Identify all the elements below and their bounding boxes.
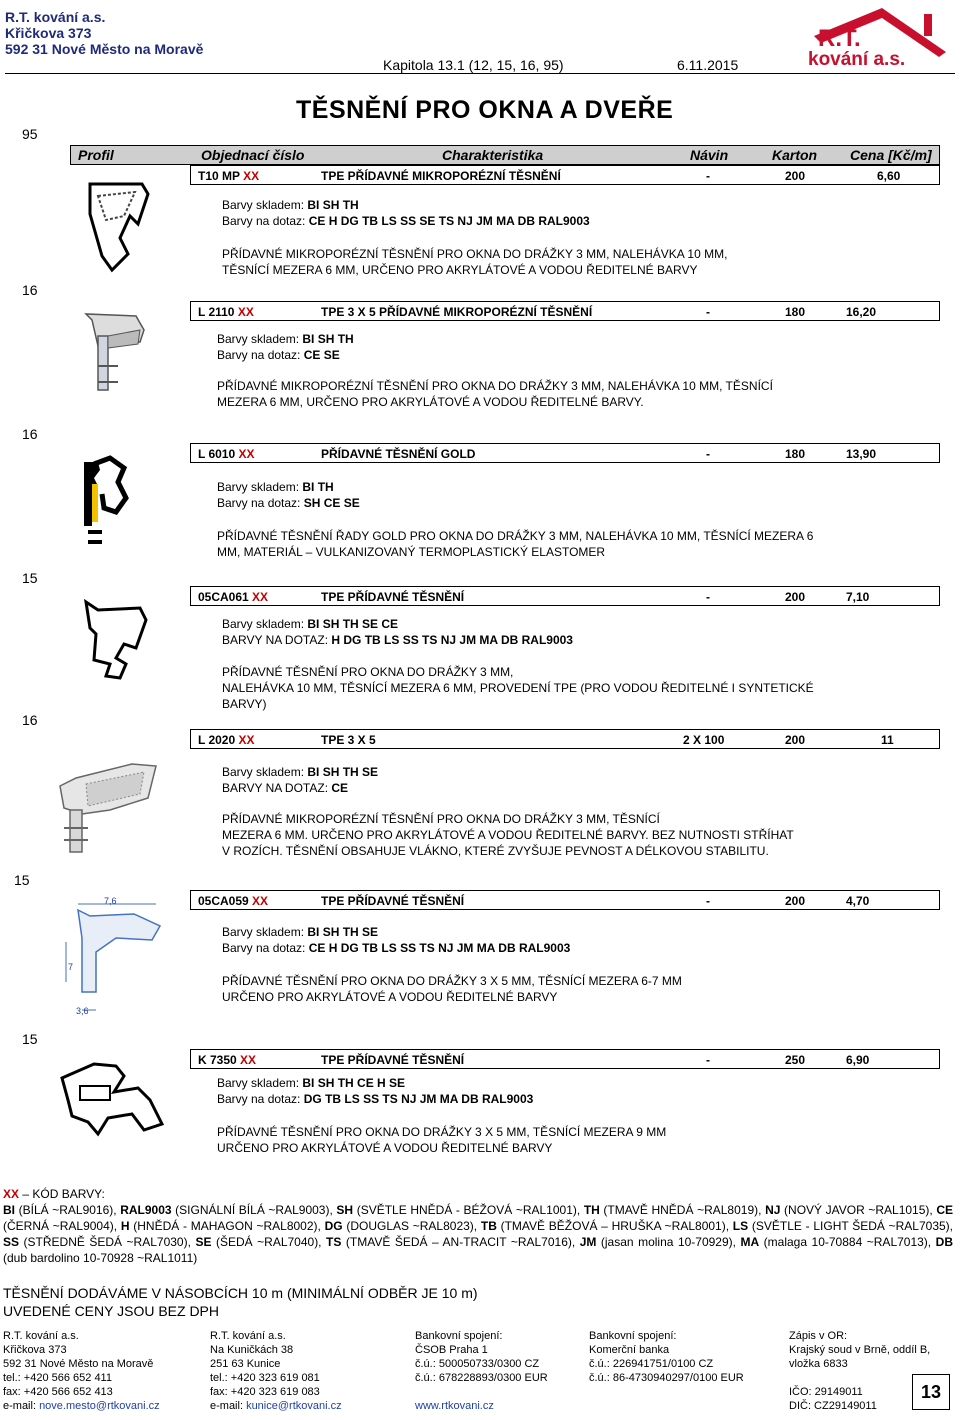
side-number: 16 (22, 712, 38, 728)
product-row (190, 729, 940, 749)
logo-kovani: kování a.s. (808, 49, 906, 70)
legend-code: SS (3, 1235, 20, 1249)
notice-prices: UVEDENÉ CENY JSOU BEZ DPH (3, 1303, 220, 1319)
footer-line: Komerční banka (589, 1344, 670, 1356)
product-karton: 180 (785, 447, 806, 461)
product-price: 6,90 (846, 1053, 870, 1067)
profile-image-t10mp (80, 176, 160, 276)
stock-colors: Barvy skladem: BI SH TH SE (222, 925, 379, 939)
side-number: 15 (14, 872, 30, 888)
col-profil: Profil (78, 147, 114, 163)
color-code-xx: XX (238, 733, 255, 747)
product-row (190, 301, 940, 321)
footer-email: e-mail: nove.mesto@rtkovani.cz (3, 1400, 160, 1412)
product-navin: - (706, 590, 710, 604)
product-code: L 2020 (198, 733, 236, 747)
footer-email: e-mail: kunice@rtkovani.cz (210, 1400, 342, 1412)
footer-line: č.ú.: 86-4730940297/0100 EUR (589, 1372, 744, 1384)
legend-description: (jasan molina 10-70929), (596, 1235, 741, 1249)
product-description: PŘÍDAVNÉ MIKROPORÉZNÍ TĚSNĚNÍ PRO OKNA DO DRÁŽKY 3 MM, NALEHÁVKA 10 MM, TĚSNÍCÍ (217, 379, 773, 393)
footer-line: Na Kuničkách 38 (210, 1344, 294, 1356)
color-code-xx: XX (238, 447, 255, 461)
stock-colors: Barvy skladem: BI SH TH CE H SE (217, 1076, 406, 1090)
legend-description: (BÍLÁ ~RAL9016), (15, 1203, 121, 1217)
page-title: TĚSNĚNÍ PRO OKNA A DVEŘE (296, 96, 674, 124)
product-code: K 7350 (198, 1053, 237, 1067)
profile-image-k7350 (58, 1058, 168, 1148)
legend-code: JM (579, 1235, 597, 1249)
product-description: PŘÍDAVNÉ TĚSNĚNÍ PRO OKNA DO DRÁŽKY 3 X 5 MM, TĚSNÍCÍ MEZERA 6-7 MM (222, 974, 682, 988)
profile-image-05ca059 (56, 892, 166, 1022)
header-rule (5, 73, 955, 74)
company-logo (796, 2, 954, 70)
chapter-label: Kapitola 13.1 (12, 15, 16, 95) (383, 57, 564, 73)
col-characteristic: Charakteristika (442, 147, 544, 163)
product-description: V ROZÍCH. TĚSNĚNÍ OBSAHUJE VLÁKNO, KTERÉ ZVYŠUJE PEVNOST A DÉLKOVOU STABILITU. (222, 844, 769, 858)
notice-multiples: TĚSNĚNÍ DODÁVÁME V NÁSOBCÍCH 10 m (MINIMÁLNÍ ODBĚR JE 10 m) (3, 1285, 478, 1301)
website-link[interactable]: www.rtkovani.cz (415, 1400, 494, 1412)
product-price: 6,60 (877, 169, 901, 183)
footer-col-novemesto (3, 1329, 160, 1413)
logo-rt: R.T. (818, 25, 861, 52)
product-name: TPE 3 X 5 PŘÍDAVNÉ MIKROPORÉZNÍ TĚSNĚNÍ (321, 305, 593, 319)
footer-line: Křičkova 373 (3, 1344, 67, 1356)
legend-description: (TMAVĚ HNĚDÁ ~RAL8019), (599, 1203, 766, 1217)
product-description: MEZERA 6 MM. URČENO PRO AKRYLÁTOVÉ A VODOU ŘEDITELNÉ BARVY. BEZ NUTNOSTI STŘÍHAT (222, 828, 794, 842)
order-colors: Barvy na dotaz: CE SE (217, 348, 340, 362)
footer-line: Zápis v OR: (789, 1330, 848, 1342)
legend-code: TB (480, 1219, 497, 1233)
product-karton: 180 (785, 305, 806, 319)
profile-image-l6010 (80, 452, 160, 552)
page-number: 13 (912, 1374, 950, 1410)
footer-col-bank-csob (415, 1329, 548, 1413)
product-description: PŘÍDAVNÉ TĚSNĚNÍ ŘADY GOLD PRO OKNA DO DRÁŽKY 3 MM, NALEHÁVKA 10 MM, TĚSNÍCÍ MEZERA 6 (217, 529, 814, 543)
col-navin: Návin (690, 147, 729, 163)
company-street: Křičkova 373 (5, 25, 92, 41)
footer-line: ČSOB Praha 1 (415, 1344, 488, 1356)
footer-line: Krajský soud v Brně, oddíl B, (789, 1344, 931, 1356)
order-colors: Barvy na dotaz: CE H DG TB LS SS SE TS NJ JM MA DB RAL9003 (222, 214, 590, 228)
col-order-number: Objednací číslo (201, 147, 305, 163)
footer-line: fax: +420 566 652 413 (3, 1386, 113, 1398)
product-navin: - (706, 305, 710, 319)
footer-line: Bankovní spojení: (415, 1330, 503, 1342)
legend-description: (NOVÝ JAVOR ~RAL1015), (780, 1203, 937, 1217)
dimension-label: 3,6 (76, 1006, 89, 1016)
product-code: 05CA059 (198, 894, 249, 908)
stock-colors: Barvy skladem: BI SH TH (222, 198, 359, 212)
color-code-xx: XX (243, 169, 260, 183)
legend-code: TH (583, 1203, 600, 1217)
order-colors: Barvy na dotaz: DG TB LS SS TS NJ JM MA DB RAL9003 (217, 1092, 534, 1106)
product-price: 16,20 (846, 305, 877, 319)
product-price: 11 (881, 733, 894, 747)
legend-code: SH (336, 1203, 354, 1217)
footer-line: tel.: +420 323 619 081 (210, 1372, 320, 1384)
legend-description: (STŘEDNĚ ŠEDÁ ~RAL7030), (19, 1235, 196, 1249)
legend-code: TS (326, 1235, 342, 1249)
footer-line: R.T. kování a.s. (3, 1330, 79, 1342)
footer-dic: DIČ: CZ29149011 (789, 1400, 877, 1412)
color-code-xx: XX (237, 305, 254, 319)
header-date: 6.11.2015 (677, 57, 739, 73)
product-karton: 200 (785, 590, 806, 604)
stock-colors: Barvy skladem: BI TH (217, 480, 334, 494)
color-code-legend (3, 1186, 953, 1266)
legend-intro: – KÓD BARVY: (22, 1187, 105, 1201)
product-description: PŘÍDAVNÉ MIKROPORÉZNÍ TĚSNĚNÍ PRO OKNA DO DRÁŽKY 3 MM, NALEHÁVKA 10 MM, (222, 247, 728, 261)
legend-description: (TMAVĚ BĚŽOVÁ – HRUŠKA ~RAL8001), (496, 1219, 733, 1233)
dimension-label: 7,6 (104, 896, 117, 906)
legend-description: (HNĚDÁ - MAHAGON ~RAL8002), (129, 1219, 325, 1233)
product-row (190, 1049, 940, 1069)
product-price: 4,70 (846, 894, 870, 908)
product-name: TPE PŘÍDAVNÉ TĚSNĚNÍ (321, 1053, 465, 1067)
col-karton: Karton (772, 147, 818, 163)
legend-items (3, 1203, 953, 1265)
footer-line: č.ú.: 226941751/0100 CZ (589, 1358, 714, 1370)
product-karton: 200 (785, 169, 806, 183)
legend-code: RAL9003 (120, 1203, 172, 1217)
profile-image-l2110 (80, 306, 160, 406)
product-description: BARVY) (222, 697, 267, 711)
side-number: 95 (22, 126, 38, 142)
side-number: 16 (22, 426, 38, 442)
product-description: MEZERA 6 MM, URČENO PRO AKRYLÁTOVÉ A VODOU ŘEDITELNÉ BARVY. (217, 395, 644, 409)
legend-description: (dub bardolino 10-70928 ~RAL1011) (3, 1251, 198, 1265)
order-colors: BARVY NA DOTAZ: CE (222, 781, 349, 795)
email-link[interactable]: kunice@rtkovani.cz (246, 1400, 342, 1412)
legend-description: (malaga 10-70884 ~RAL7013), (759, 1235, 936, 1249)
color-code-xx: XX (252, 894, 269, 908)
product-navin: - (706, 447, 710, 461)
footer-line: fax: +420 323 619 083 (210, 1386, 320, 1398)
product-name: TPE PŘÍDAVNÉ MIKROPORÉZNÍ TĚSNĚNÍ (321, 169, 561, 183)
product-name: TPE PŘÍDAVNÉ TĚSNĚNÍ (321, 894, 465, 908)
product-description: PŘÍDAVNÉ TĚSNĚNÍ PRO OKNA DO DRÁŽKY 3 X 5 MM, TĚSNÍCÍ MEZERA 9 MM (217, 1125, 667, 1139)
legend-description: (ŠEDÁ ~RAL7040), (211, 1235, 327, 1249)
product-description: URČENO PRO AKRYLÁTOVÉ A VODOU ŘEDITELNÉ BARVY (217, 1141, 553, 1155)
product-price: 13,90 (846, 447, 877, 461)
product-name: TPE 3 X 5 (321, 733, 376, 747)
legend-xx: XX (3, 1187, 20, 1201)
footer-col-bank-kb (589, 1329, 744, 1385)
legend-description: (SVĚTLE HNĚDÁ - BÉŽOVÁ ~RAL1001), (353, 1203, 584, 1217)
product-code: L 6010 (198, 447, 236, 461)
footer-ico: IČO: 29149011 (789, 1386, 863, 1398)
side-number: 15 (22, 570, 38, 586)
legend-code: BI (3, 1203, 15, 1217)
footer-line: tel.: +420 566 652 411 (3, 1372, 112, 1384)
legend-code: SE (195, 1235, 212, 1249)
footer-col-register (789, 1329, 930, 1413)
product-row (190, 165, 940, 185)
product-row (190, 586, 940, 606)
product-description: MM, MATERIÁL – VULKANIZOVANÝ TERMOPLASTICKÝ ELASTOMER (217, 545, 606, 559)
company-name: R.T. kování a.s. (5, 9, 106, 25)
product-row (190, 443, 940, 463)
footer-line: č.ú.: 500050733/0300 CZ (415, 1358, 540, 1370)
product-navin: - (706, 1053, 710, 1067)
product-description: PŘÍDAVNÉ MIKROPORÉZNÍ TĚSNĚNÍ PRO OKNA DO DRÁŽKY 3 MM, TĚSNÍCÍ (222, 812, 660, 826)
footer-line: Bankovní spojení: (589, 1330, 677, 1342)
stock-colors: Barvy skladem: BI SH TH (217, 332, 354, 346)
stock-colors: Barvy skladem: BI SH TH SE CE (222, 617, 399, 631)
product-navin: - (706, 894, 710, 908)
legend-code: NJ (765, 1203, 781, 1217)
legend-code: DG (324, 1219, 343, 1233)
footer-line: R.T. kování a.s. (210, 1330, 286, 1342)
profile-image-l2020 (56, 758, 166, 868)
product-navin: 2 X 100 (683, 733, 725, 747)
product-karton: 250 (785, 1053, 806, 1067)
legend-description: (SVĚTLE - LIGHT ŠEDÁ ~RAL7035), (748, 1219, 954, 1233)
col-price: Cena [Kč/m] (850, 147, 932, 163)
order-colors: Barvy na dotaz: SH CE SE (217, 496, 360, 510)
product-code: T10 MP (198, 169, 240, 183)
product-row (190, 890, 940, 910)
product-name: TPE PŘÍDAVNÉ TĚSNĚNÍ (321, 590, 465, 604)
product-name: PŘÍDAVNÉ TĚSNĚNÍ GOLD (321, 447, 476, 461)
footer-line: 251 63 Kunice (210, 1358, 281, 1370)
order-colors: BARVY NA DOTAZ: H DG TB LS SS TS NJ JM MA DB RAL9003 (222, 633, 573, 647)
legend-description: (SIGNÁLNÍ BÍLÁ ~RAL9003), (171, 1203, 337, 1217)
side-number: 16 (22, 282, 38, 298)
product-description: TĚSNÍCÍ MEZERA 6 MM, URČENO PRO AKRYLÁTOVÉ A VODOU ŘEDITELNÉ BARVY (222, 263, 698, 277)
company-city: 592 31 Nové Město na Moravě (5, 41, 204, 57)
product-description: URČENO PRO AKRYLÁTOVÉ A VODOU ŘEDITELNÉ BARVY (222, 990, 558, 1004)
side-number: 15 (22, 1031, 38, 1047)
profile-image-05ca061 (80, 598, 160, 698)
legend-code: MA (740, 1235, 760, 1249)
table-header (70, 145, 940, 165)
legend-code: H (120, 1219, 130, 1233)
product-karton: 200 (785, 894, 806, 908)
legend-description: (DOUGLAS ~RAL8023), (342, 1219, 481, 1233)
product-price: 7,10 (846, 590, 870, 604)
legend-code: DB (935, 1235, 953, 1249)
footer-line: vložka 6833 (789, 1358, 848, 1370)
product-code: 05CA061 (198, 590, 249, 604)
product-navin: - (706, 169, 710, 183)
legend-description: (ČERNÁ ~RAL9004), (3, 1219, 121, 1233)
legend-code: CE (936, 1203, 954, 1217)
product-karton: 200 (785, 733, 806, 747)
footer-line: č.ú.: 678228893/0300 EUR (415, 1372, 548, 1384)
legend-description: (TMAVĚ ŠEDÁ – AN-TRACIT ~RAL7016), (341, 1235, 580, 1249)
color-code-xx: XX (252, 590, 269, 604)
product-description: NALEHÁVKA 10 MM, TĚSNÍCÍ MEZERA 6 MM, PROVEDENÍ TPE (PRO VODOU ŘEDITELNÉ I SYNTETICKÉ (222, 681, 814, 695)
footer-col-kunice (210, 1329, 342, 1413)
dimension-label: 7 (68, 962, 74, 972)
legend-code: LS (732, 1219, 749, 1233)
stock-colors: Barvy skladem: BI SH TH SE (222, 765, 379, 779)
product-code: L 2110 (198, 305, 235, 319)
color-code-xx: XX (240, 1053, 257, 1067)
email-link[interactable]: nove.mesto@rtkovani.cz (39, 1400, 160, 1412)
order-colors: Barvy na dotaz: CE H DG TB LS SS TS NJ JM MA DB RAL9003 (222, 941, 571, 955)
footer-line: 592 31 Nové Město na Moravě (3, 1358, 154, 1370)
product-description: PŘÍDAVNÉ TĚSNĚNÍ PRO OKNA DO DRÁŽKY 3 MM, (222, 665, 514, 679)
